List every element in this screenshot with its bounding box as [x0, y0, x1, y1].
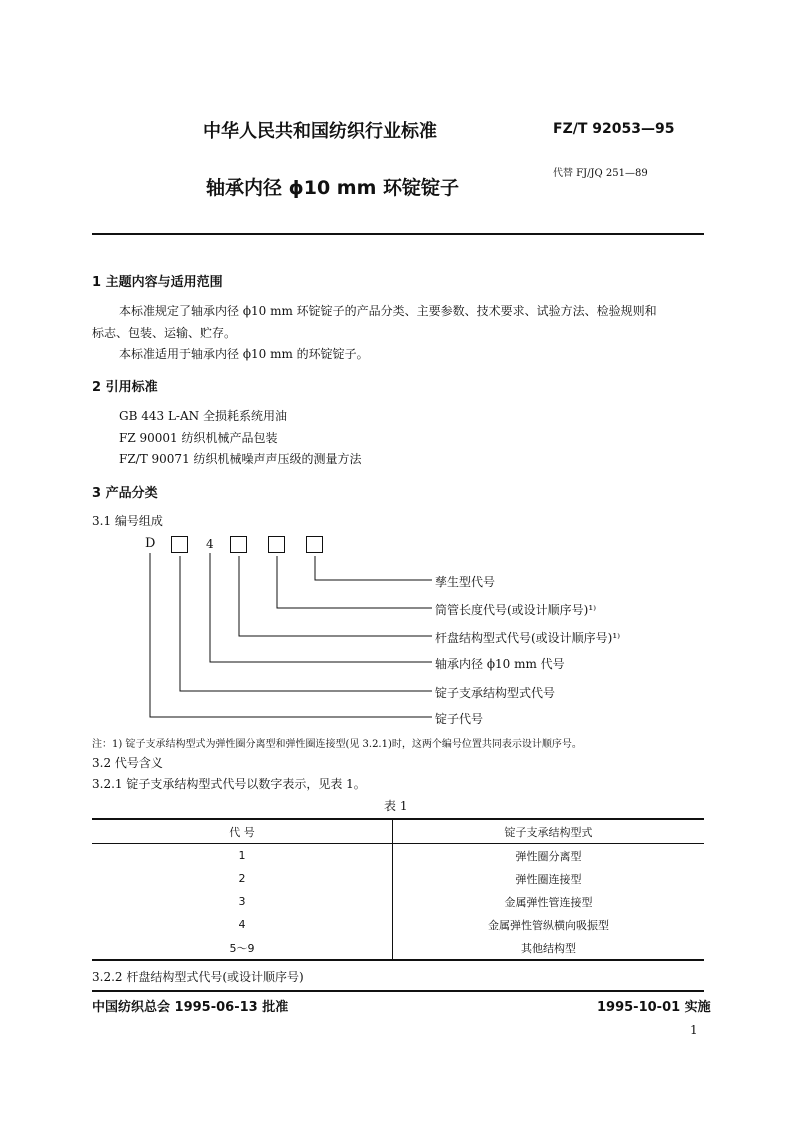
diagram-label: 轴承内径 ϕ10 mm 代号 [435, 657, 565, 671]
table-cell: 4 [92, 913, 393, 936]
footer-rule [92, 990, 704, 992]
table-cell: 3 [92, 890, 393, 913]
section-3-2-2-heading: 3.2.2 杆盘结构型式代号(或设计顺序号) [92, 970, 304, 984]
section-3-2-heading: 3.2 代号含义 [92, 756, 163, 770]
standard-body: 中华人民共和国纺织行业标准 [203, 121, 437, 142]
section-2-heading: 2 引用标准 [92, 380, 158, 395]
standard-code: FZ/T 92053—95 [553, 121, 675, 137]
section-1-para-1b: 标志、包装、运输、贮存。 [92, 326, 237, 340]
diagram-label: 锭子代号 [435, 712, 484, 726]
table-cell: 1 [92, 844, 393, 868]
table-header-row [92, 819, 704, 844]
reference-item: FZ 90001 纺织机械产品包装 [119, 431, 278, 445]
diagram-label: 筒管长度代号(或设计顺序号)¹⁾ [435, 603, 597, 617]
table-cell: 弹性圈分离型 [515, 849, 582, 863]
diagram-label: 杆盘结构型式代号(或设计顺序号)¹⁾ [435, 631, 621, 645]
table-cell: 其他结构型 [393, 936, 705, 960]
table-cell: 弹性圈连接型 [515, 872, 582, 886]
section-1-heading: 1 主题内容与适用范围 [92, 275, 223, 290]
footnote: 注：1) 锭子支承结构型式为弹性圈分离型和弹性圈连接型(见 3.2.1)时，这两个编号位置共同表示设计顺序号。 [92, 739, 582, 750]
table-row [92, 913, 704, 936]
table-cell: 金属弹性管纵横向吸振型 [488, 918, 609, 932]
table-header-cell: 锭子支承结构型式 [393, 819, 705, 844]
table-cell: 金属弹性管连接型 [504, 895, 593, 909]
reference-item: GB 443 L-AN 全损耗系统用油 [119, 409, 287, 423]
reference-item: FZ/T 90071 纺织机械噪声声压级的测量方法 [119, 452, 362, 466]
section-3-heading: 3 产品分类 [92, 486, 158, 501]
approval-date: 中国纺织总会 1995-06-13 批准 [92, 1000, 289, 1015]
table-cell: 2 [92, 867, 393, 890]
table-row [92, 890, 704, 913]
diagram-label: 孳生型代号 [435, 575, 496, 589]
document-title: 轴承内径 ϕ10 mm 环锭锭子 [206, 177, 460, 199]
diagram-label: 锭子支承结构型式代号 [435, 686, 556, 700]
table-1 [92, 818, 704, 961]
section-3-2-1-text: 3.2.1 锭子支承结构型式代号以数字表示，见表 1。 [92, 777, 366, 791]
section-3-1-heading: 3.1 编号组成 [92, 514, 163, 528]
section-1-para-1a: 本标准规定了轴承内径 ϕ10 mm 环锭锭子的产品分类、主要参数、技术要求、试验方法、检验规则和 [119, 304, 657, 318]
table-row [92, 867, 704, 890]
table-row [92, 844, 704, 868]
replaces-note: 代替 FJ/JQ 251—89 [553, 168, 648, 179]
table-caption: 表 1 [384, 799, 408, 813]
page-number: 1 [690, 1023, 698, 1037]
diagram-prefix-d: D [145, 536, 156, 551]
diagram-digit-4: 4 [206, 537, 214, 551]
effective-date: 1995-10-01 实施 [597, 1000, 711, 1015]
table-row [92, 936, 704, 960]
table-header-cell: 代 号 [92, 819, 393, 844]
section-1-para-2: 本标准适用于轴承内径 ϕ10 mm 的环锭锭子。 [119, 347, 369, 361]
table-cell: 5～9 [92, 936, 393, 960]
